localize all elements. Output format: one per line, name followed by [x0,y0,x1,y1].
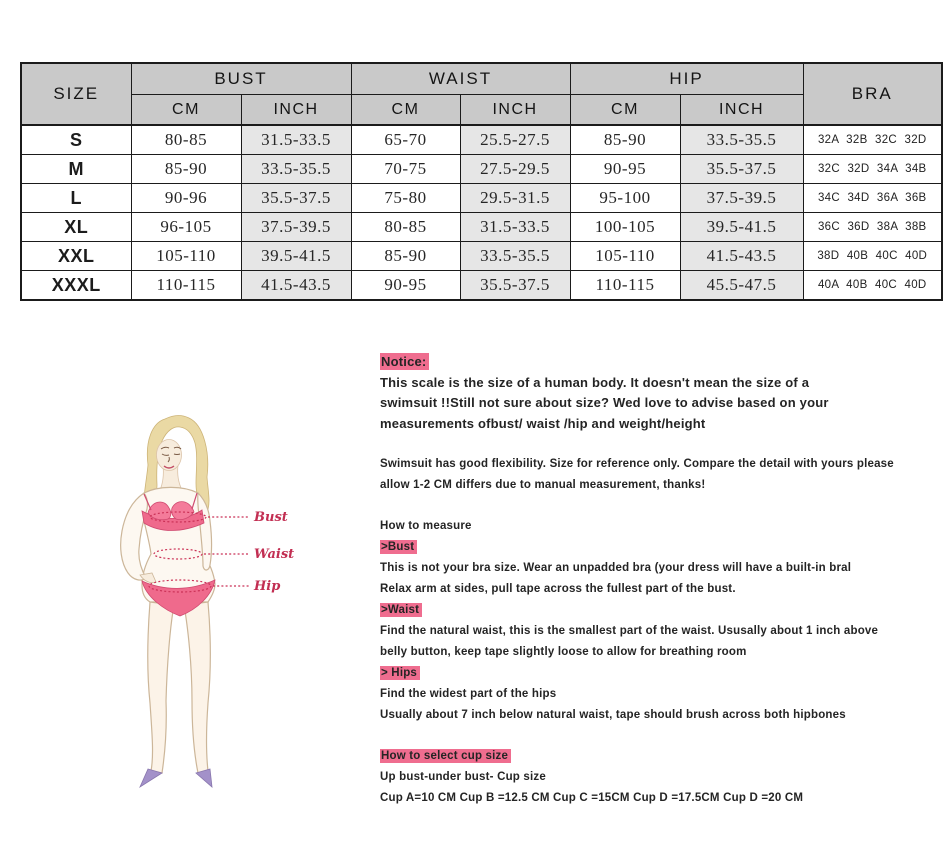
bust-line: This is not your bra size. Wear an unpadded bra (your dress will have a built-in bral [380,562,852,574]
waist-heading [380,600,940,621]
table-cell: 105-110 [131,242,241,271]
notice-heading-highlight: Notice: [380,353,429,370]
table-row [21,155,942,184]
table-cell: 85-90 [570,125,680,155]
size-table-body [21,125,942,300]
table-cell: 41.5-43.5 [680,242,803,271]
figure-left-shoe [140,769,162,787]
figure-right-leg [184,602,210,773]
subheader-bust-inch: INCH [241,95,351,126]
table-cell: 33.5-35.5 [241,155,351,184]
how-to-measure-heading: How to measure [380,520,472,532]
notice-line: measurements ofbust/ waist /hip and weight/height [380,415,706,431]
table-cell: 31.5-33.5 [241,125,351,155]
table-cell: 36C 36D 38A 38B [803,213,942,242]
bust-heading-highlight: >Bust [380,540,417,554]
cup-line: Up bust-under bust- Cup size [380,771,546,783]
table-row [21,213,942,242]
table-cell: 34C 34D 36A 36B [803,184,942,213]
table-row [21,125,942,155]
notice-line: This scale is the size of a human body. It doesn't mean the size of a [380,374,810,390]
table-cell: 80-85 [351,213,460,242]
table-cell: XXXL [21,271,131,301]
subheader-waist-cm: CM [351,95,460,126]
table-cell: 70-75 [351,155,460,184]
table-cell: 33.5-35.5 [680,125,803,155]
table-cell: 90-95 [351,271,460,301]
table-cell: 37.5-39.5 [680,184,803,213]
table-cell: 29.5-31.5 [460,184,570,213]
column-header-bust: BUST [131,63,351,95]
waist-heading-highlight: >Waist [380,603,422,617]
table-cell: 38D 40B 40C 40D [803,242,942,271]
column-header-waist: WAIST [351,63,570,95]
table-cell: M [21,155,131,184]
table-cell: 90-95 [570,155,680,184]
waist-label: Waist [254,547,295,562]
hip-label: Hip [254,579,281,594]
column-header-size: SIZE [21,63,131,125]
table-cell: 90-96 [131,184,241,213]
subheader-hip-cm: CM [570,95,680,126]
notes [380,352,940,809]
table-cell: 85-90 [351,242,460,271]
figure-illustration [88,413,328,813]
table-cell: 100-105 [570,213,680,242]
table-cell: 96-105 [131,213,241,242]
subheader-waist-inch: INCH [460,95,570,126]
table-cell: 32C 32D 34A 34B [803,155,942,184]
size-table [20,62,943,301]
column-header-bra: BRA [803,63,942,125]
notice-heading [380,352,940,373]
subheader-bust-cm: CM [131,95,241,126]
table-cell: 39.5-41.5 [241,242,351,271]
table-cell: 45.5-47.5 [680,271,803,301]
hips-heading-highlight: > Hips [380,666,420,680]
cup-line: Cup A=10 CM Cup B =12.5 CM Cup C =15CM Cup D =17.5CM Cup D =20 CM [380,792,804,804]
table-row [21,184,942,213]
table-cell: 110-115 [131,271,241,301]
table-cell: 80-85 [131,125,241,155]
cup-size-heading-highlight: How to select cup size [380,749,511,763]
hips-heading [380,663,940,684]
table-cell: 41.5-43.5 [241,271,351,301]
bust-heading [380,537,940,558]
table-cell: S [21,125,131,155]
table-cell: 32A 32B 32C 32D [803,125,942,155]
table-cell: 75-80 [351,184,460,213]
waist-line: Find the natural waist, this is the smallest part of the waist. Ususally about 1 inch above [380,625,879,637]
flexibility-line: Swimsuit has good flexibility. Size for reference only. Compare the detail with yours please [380,458,894,470]
table-row [21,271,942,301]
notice-line: swimsuit !!Still not sure about size? Wed love to advise based on your [380,395,829,410]
table-cell: 40A 40B 40C 40D [803,271,942,301]
table-cell: 95-100 [570,184,680,213]
table-cell: XL [21,213,131,242]
table-cell: 110-115 [570,271,680,301]
table-cell: 27.5-29.5 [460,155,570,184]
figure-left-arm [121,493,148,580]
table-cell: 35.5-37.5 [241,184,351,213]
table-cell: 105-110 [570,242,680,271]
table-cell: 33.5-35.5 [460,242,570,271]
table-cell: 37.5-39.5 [241,213,351,242]
table-cell: 31.5-33.5 [460,213,570,242]
column-header-hip: HIP [570,63,803,95]
hips-line: Usually about 7 inch below natural waist, tape should brush across both hipbones [380,709,846,721]
subheader-hip-inch: INCH [680,95,803,126]
table-cell: 35.5-37.5 [460,271,570,301]
table-row [21,242,942,271]
table-cell: XXL [21,242,131,271]
bust-label: Bust [254,510,288,525]
flexibility-line: allow 1-2 CM differs due to manual measurement, thanks! [380,479,706,491]
table-cell: 39.5-41.5 [680,213,803,242]
table-cell: 25.5-27.5 [460,125,570,155]
cup-size-heading [380,746,940,767]
figure-left-leg [148,602,174,773]
table-cell: 85-90 [131,155,241,184]
table-cell: 65-70 [351,125,460,155]
table-cell: 35.5-37.5 [680,155,803,184]
waist-line: belly button, keep tape slightly loose to allow for breathing room [380,646,747,658]
bust-line: Relax arm at sides, pull tape across the fullest part of the bust. [380,583,736,595]
table-cell: L [21,184,131,213]
hips-line: Find the widest part of the hips [380,688,557,700]
measurement-figure [88,413,328,813]
